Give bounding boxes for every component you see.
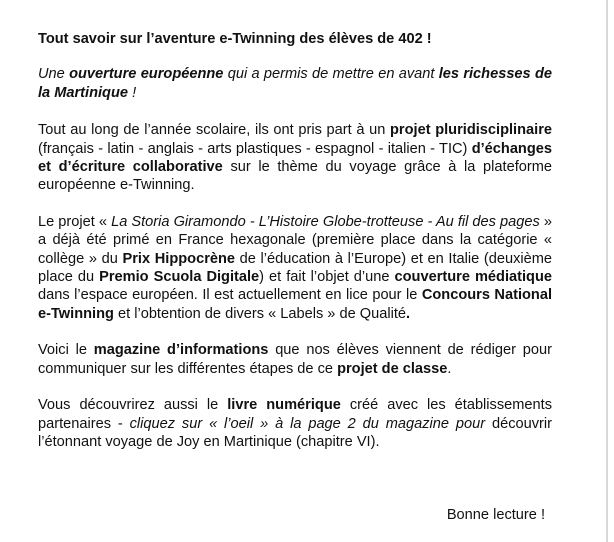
- p1-text-3: sur le thème du voyage grâce à la plateforme européenne e-Twinning.: [38, 159, 552, 194]
- p2-text-5: dans l’espace européen. Il est actuellement en lice pour le: [38, 287, 422, 304]
- p4-italic-click-eye: cliquez sur « l’oeil » à la page 2 du magazine pour: [129, 415, 486, 432]
- p2-bold-concours-national: Concours National e-Twinning: [38, 287, 552, 322]
- intro-text-1: Une: [38, 66, 70, 83]
- p2-bold-premio-scuola: Premio Scuola Digitale: [99, 269, 260, 286]
- p2-bold-media-coverage: couverture médiatique: [394, 269, 552, 286]
- p2-bold-period: .: [406, 305, 411, 322]
- p2-bold-prix-hippocrene: Prix Hippocrène: [122, 250, 236, 267]
- p4-bold-digital-book: livre numérique: [227, 397, 341, 414]
- p4-text-1: Vous découvrirez aussi le: [38, 397, 228, 414]
- p2-text-2: » a déjà été primé en France hexagonale (première place dans la catégorie « collège » du: [38, 213, 552, 267]
- p1-text-1: Tout au long de l’année scolaire, ils ont pris part à un: [38, 122, 391, 139]
- p1-bold-collaborative-writing: d’échanges et d’écriture collaborative: [38, 140, 552, 176]
- closing-text: Bonne lecture !: [446, 507, 545, 523]
- p4-text-3: découvrir l’étonnant voyage de Joy en Martinique (chapitre VI).: [38, 415, 553, 450]
- p4-text-2: créé avec les établissements partenaires -: [38, 397, 552, 432]
- p1-text-2: (français - latin - anglais - arts plastiques - espagnol - italien - TIC): [38, 140, 472, 157]
- intro-paragraph: [38, 65, 552, 102]
- document-title: Tout savoir sur l’aventure e-Twinning des élèves de 402 !: [38, 31, 432, 47]
- p2-text-1: Le projet «: [38, 213, 112, 230]
- page-edge-divider: [606, 0, 608, 542]
- intro-bold-martinique-riches: les richesses de la Martinique: [38, 66, 553, 101]
- intro-text-3: !: [128, 84, 137, 101]
- document-body: [38, 30, 552, 469]
- paragraph-project: [38, 121, 552, 195]
- intro-bold-european-opening: ouverture européenne: [69, 66, 224, 83]
- intro-text-2: qui a permis de mettre en avant: [223, 66, 439, 83]
- p2-text-4: ) et fait l’objet d’une: [259, 269, 395, 286]
- p3-bold-magazine: magazine d’informations: [93, 342, 269, 359]
- p3-text-2: que nos élèves viennent de rédiger pour communiquer sur les différentes étapes de ce: [38, 342, 553, 377]
- p1-bold-multidisciplinary: projet pluridisciplinaire: [390, 122, 552, 139]
- p3-text-1: Voici le: [38, 342, 94, 359]
- p2-text-6: et l’obtention de divers « Labels » de Qualité: [113, 305, 407, 322]
- p3-bold-class-project: projet de classe: [337, 360, 448, 377]
- p2-italic-project-name: La Storia Giramondo - L’Histoire Globe-trotteuse - Au fil des pages: [111, 213, 540, 230]
- p2-text-3: de l’éducation à l’Europe) et en Italie (deuxième place du: [38, 250, 552, 286]
- paragraph-magazine: [38, 341, 552, 378]
- paragraph-digital-book: [38, 396, 552, 451]
- p3-text-3: .: [447, 360, 452, 377]
- paragraph-awards: [38, 213, 552, 323]
